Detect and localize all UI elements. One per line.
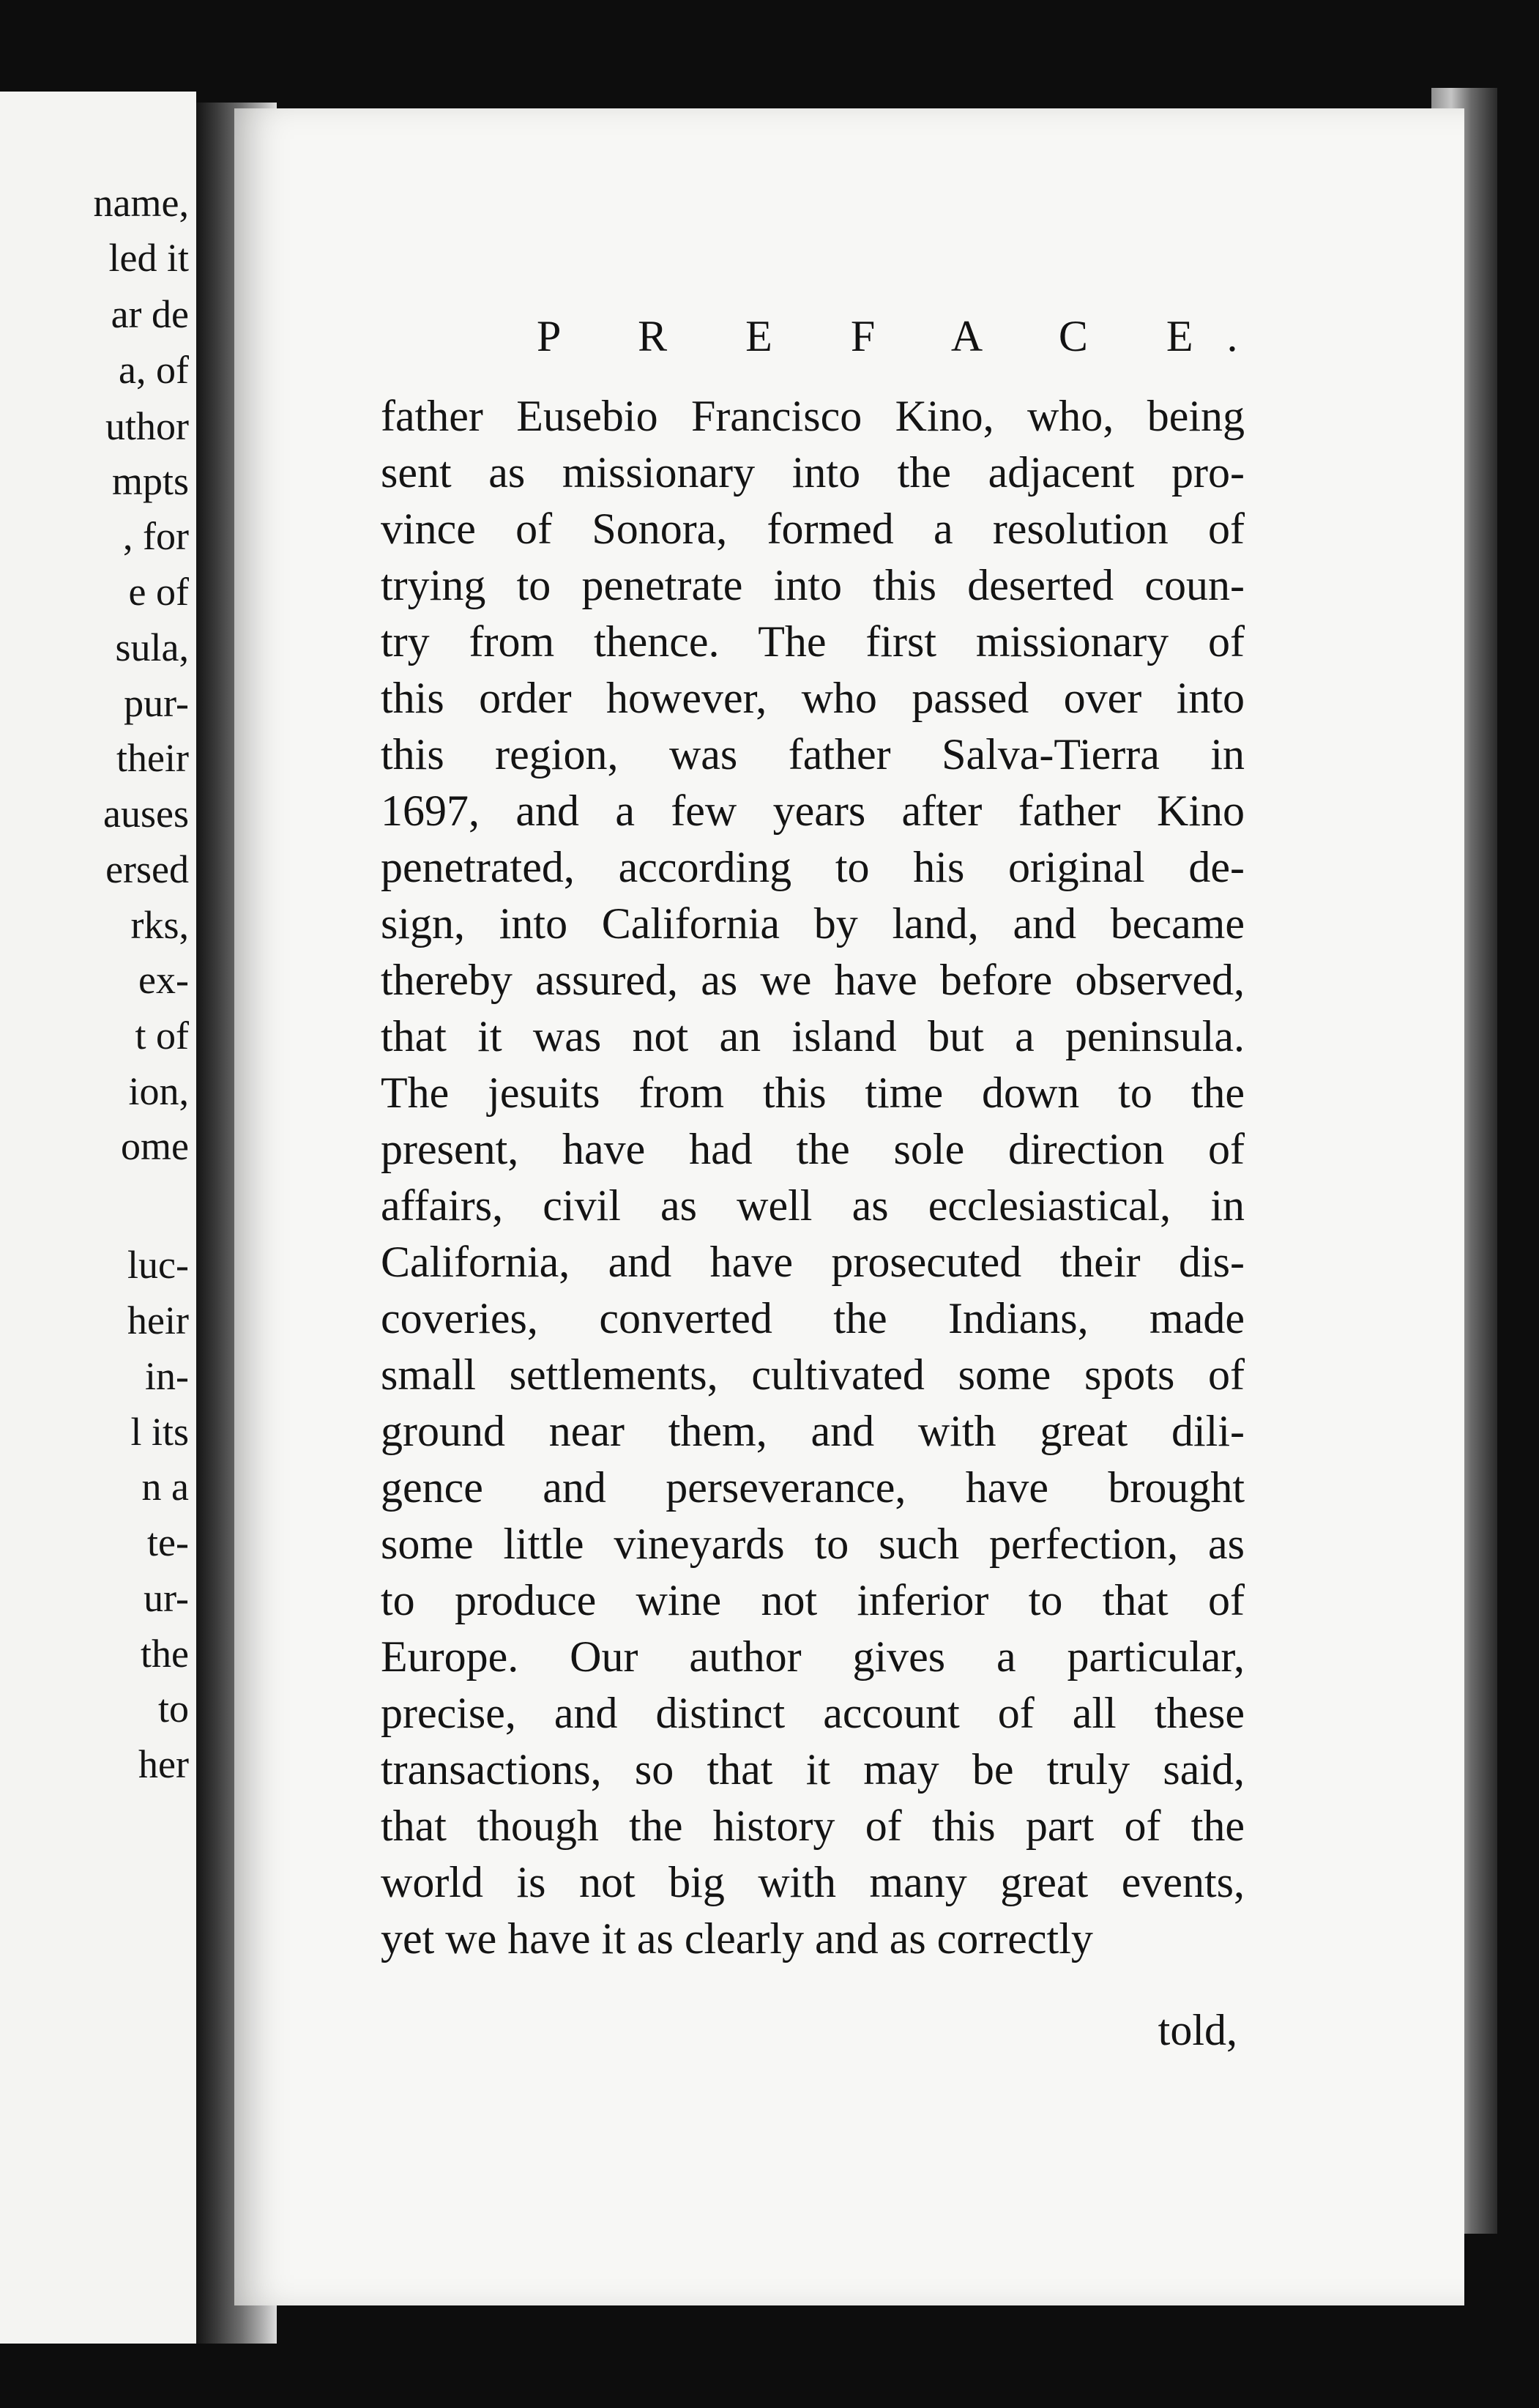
facing-line-fragment: ur-	[144, 1576, 189, 1620]
facing-line-fragment: rks,	[130, 903, 189, 947]
text-line: transactions, so that it may be truly said,	[381, 1745, 1245, 1794]
facing-line-fragment: uthor	[105, 404, 189, 448]
text-line: world is not big with many great events,	[381, 1858, 1245, 1906]
facing-line-fragment: e of	[128, 570, 189, 614]
facing-line-fragment: led it	[108, 236, 189, 280]
facing-line-fragment: sula,	[115, 625, 189, 669]
text-line: coveries, converted the Indians, made	[381, 1294, 1245, 1342]
facing-line-fragment: ome	[121, 1124, 189, 1168]
text-line: sign, into California by land, and became	[381, 899, 1245, 948]
facing-line-fragment: ar de	[111, 292, 189, 336]
facing-line-fragment: mpts	[111, 459, 189, 503]
text-line: that though the history of this part of the	[381, 1802, 1245, 1850]
facing-line-fragment: their	[116, 736, 189, 780]
text-line: penetrated, according to his original de-	[381, 843, 1245, 891]
text-line: father Eusebio Francisco Kino, who, being	[381, 392, 1245, 440]
text-line: 1697, and a few years after father Kino	[381, 787, 1245, 835]
facing-line-fragment: to	[157, 1687, 189, 1731]
page-body	[381, 388, 1245, 1967]
text-line: trying to penetrate into this deserted coun-	[381, 561, 1245, 609]
facing-line-fragment: te-	[147, 1520, 189, 1564]
catchword: told,	[1158, 2006, 1237, 2054]
text-line: some little vineyards to such perfection, as	[381, 1520, 1245, 1568]
facing-line-fragment: t of	[135, 1014, 189, 1058]
facing-line-fragment: ersed	[105, 847, 189, 891]
text-line: The jesuits from this time down to the	[381, 1069, 1245, 1117]
text-line: present, have had the sole direction of	[381, 1125, 1245, 1173]
text-line: small settlements, cultivated some spots of	[381, 1350, 1245, 1399]
facing-line-fragment: l its	[130, 1410, 189, 1454]
text-line: ground near them, and with great dili-	[381, 1407, 1245, 1455]
text-line: that it was not an island but a peninsula.	[381, 1012, 1245, 1060]
text-line: this region, was father Salva-Tierra in	[381, 730, 1245, 778]
facing-line-fragment: the	[141, 1632, 189, 1676]
facing-line-fragment: ex-	[138, 958, 189, 1002]
facing-line-fragment: name,	[93, 181, 189, 225]
facing-line-fragment: pur-	[124, 681, 189, 725]
text-line: affairs, civil as well as ecclesiastical, in	[381, 1181, 1245, 1230]
text-line: this order however, who passed over into	[381, 674, 1245, 722]
text-line: thereby assured, as we have before observed,	[381, 956, 1245, 1004]
facing-page	[0, 92, 196, 2344]
facing-line-fragment: her	[138, 1742, 189, 1786]
facing-line-fragment: ion,	[128, 1069, 189, 1113]
facing-line-fragment: luc-	[127, 1243, 189, 1287]
facing-line-fragment: a, of	[119, 348, 189, 392]
facing-line-fragment: , for	[123, 514, 189, 558]
text-line: yet we have it as clearly and as correctly	[381, 1914, 1093, 1963]
facing-line-fragment: in-	[145, 1354, 189, 1398]
text-line: to produce wine not inferior to that of	[381, 1576, 1245, 1624]
facing-line-fragment: n a	[141, 1465, 189, 1509]
facing-line-fragment: auses	[103, 792, 189, 836]
text-line: California, and have prosecuted their dis-	[381, 1238, 1245, 1286]
text-line: sent as missionary into the adjacent pro-	[381, 448, 1245, 497]
facing-line-fragment: heir	[127, 1298, 189, 1342]
text-line: try from thence. The first missionary of	[381, 617, 1245, 666]
text-line: Europe. Our author gives a particular,	[381, 1632, 1245, 1681]
text-line: gence and perseverance, have brought	[381, 1463, 1245, 1512]
text-line: vince of Sonora, formed a resolution of	[381, 505, 1245, 553]
text-line: precise, and distinct account of all these	[381, 1689, 1245, 1737]
running-head: P R E F A C E.	[537, 312, 1272, 360]
